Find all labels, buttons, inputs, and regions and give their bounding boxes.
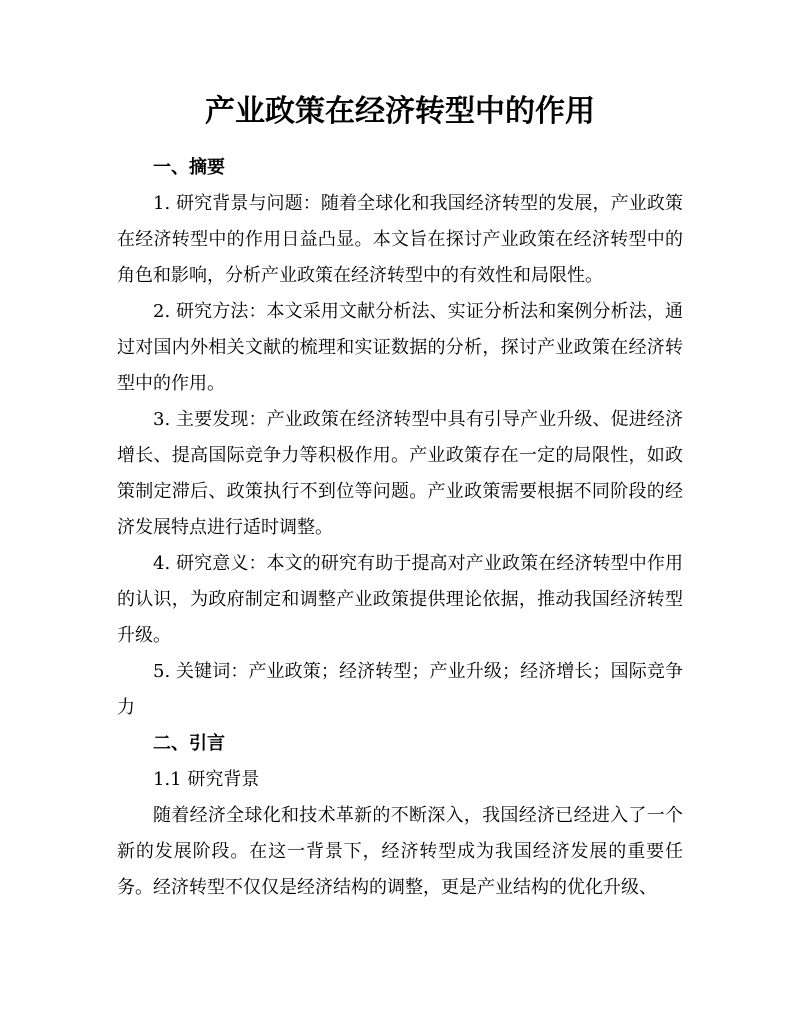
document-page: [117, 88, 683, 906]
intro-sub-heading: 1.1 研究背景: [153, 769, 260, 790]
intro-paragraph: 随着经济全球化和技术革新的不断深入，我国经济已经进入了一个新的发展阶段。在这一背景下，经济转型成为我国经济发展的重要任务。经济转型不仅仅是经济结构的调整，更是产业结构的优化升级、: [117, 805, 683, 898]
abstract-item: 1. 研究背景与问题：随着全球化和我国经济转型的发展，产业政策在经济转型中的作用日益凸显。本文旨在探讨产业政策在经济转型中的角色和影响，分析产业政策在经济转型中的有效性和局限性。: [117, 193, 683, 286]
abstract-item: 2. 研究方法：本文采用文献分析法、实证分析法和案例分析法，通过对国内外相关文献的梳理和实证数据的分析，探讨产业政策在经济转型中的作用。: [117, 301, 683, 394]
intro-heading: 二、引言: [153, 733, 225, 754]
abstract-item: 4. 研究意义：本文的研究有助于提高对产业政策在经济转型中作用的认识，为政府制定和调整产业政策提供理论依据，推动我国经济转型升级。: [117, 553, 683, 646]
abstract-heading: 一、摘要: [153, 157, 225, 178]
abstract-item: 5. 关键词：产业政策；经济转型；产业升级；经济增长；国际竞争力: [117, 661, 683, 718]
abstract-item: 3. 主要发现：产业政策在经济转型中具有引导产业升级、促进经济增长、提高国际竞争力等积极作用。产业政策存在一定的局限性，如政策制定滞后、政策执行不到位等问题。产业政策需要根据不同阶段的经济发展特点进行适时调整。: [117, 409, 683, 538]
document-title: 产业政策在经济转型中的作用: [205, 94, 595, 129]
